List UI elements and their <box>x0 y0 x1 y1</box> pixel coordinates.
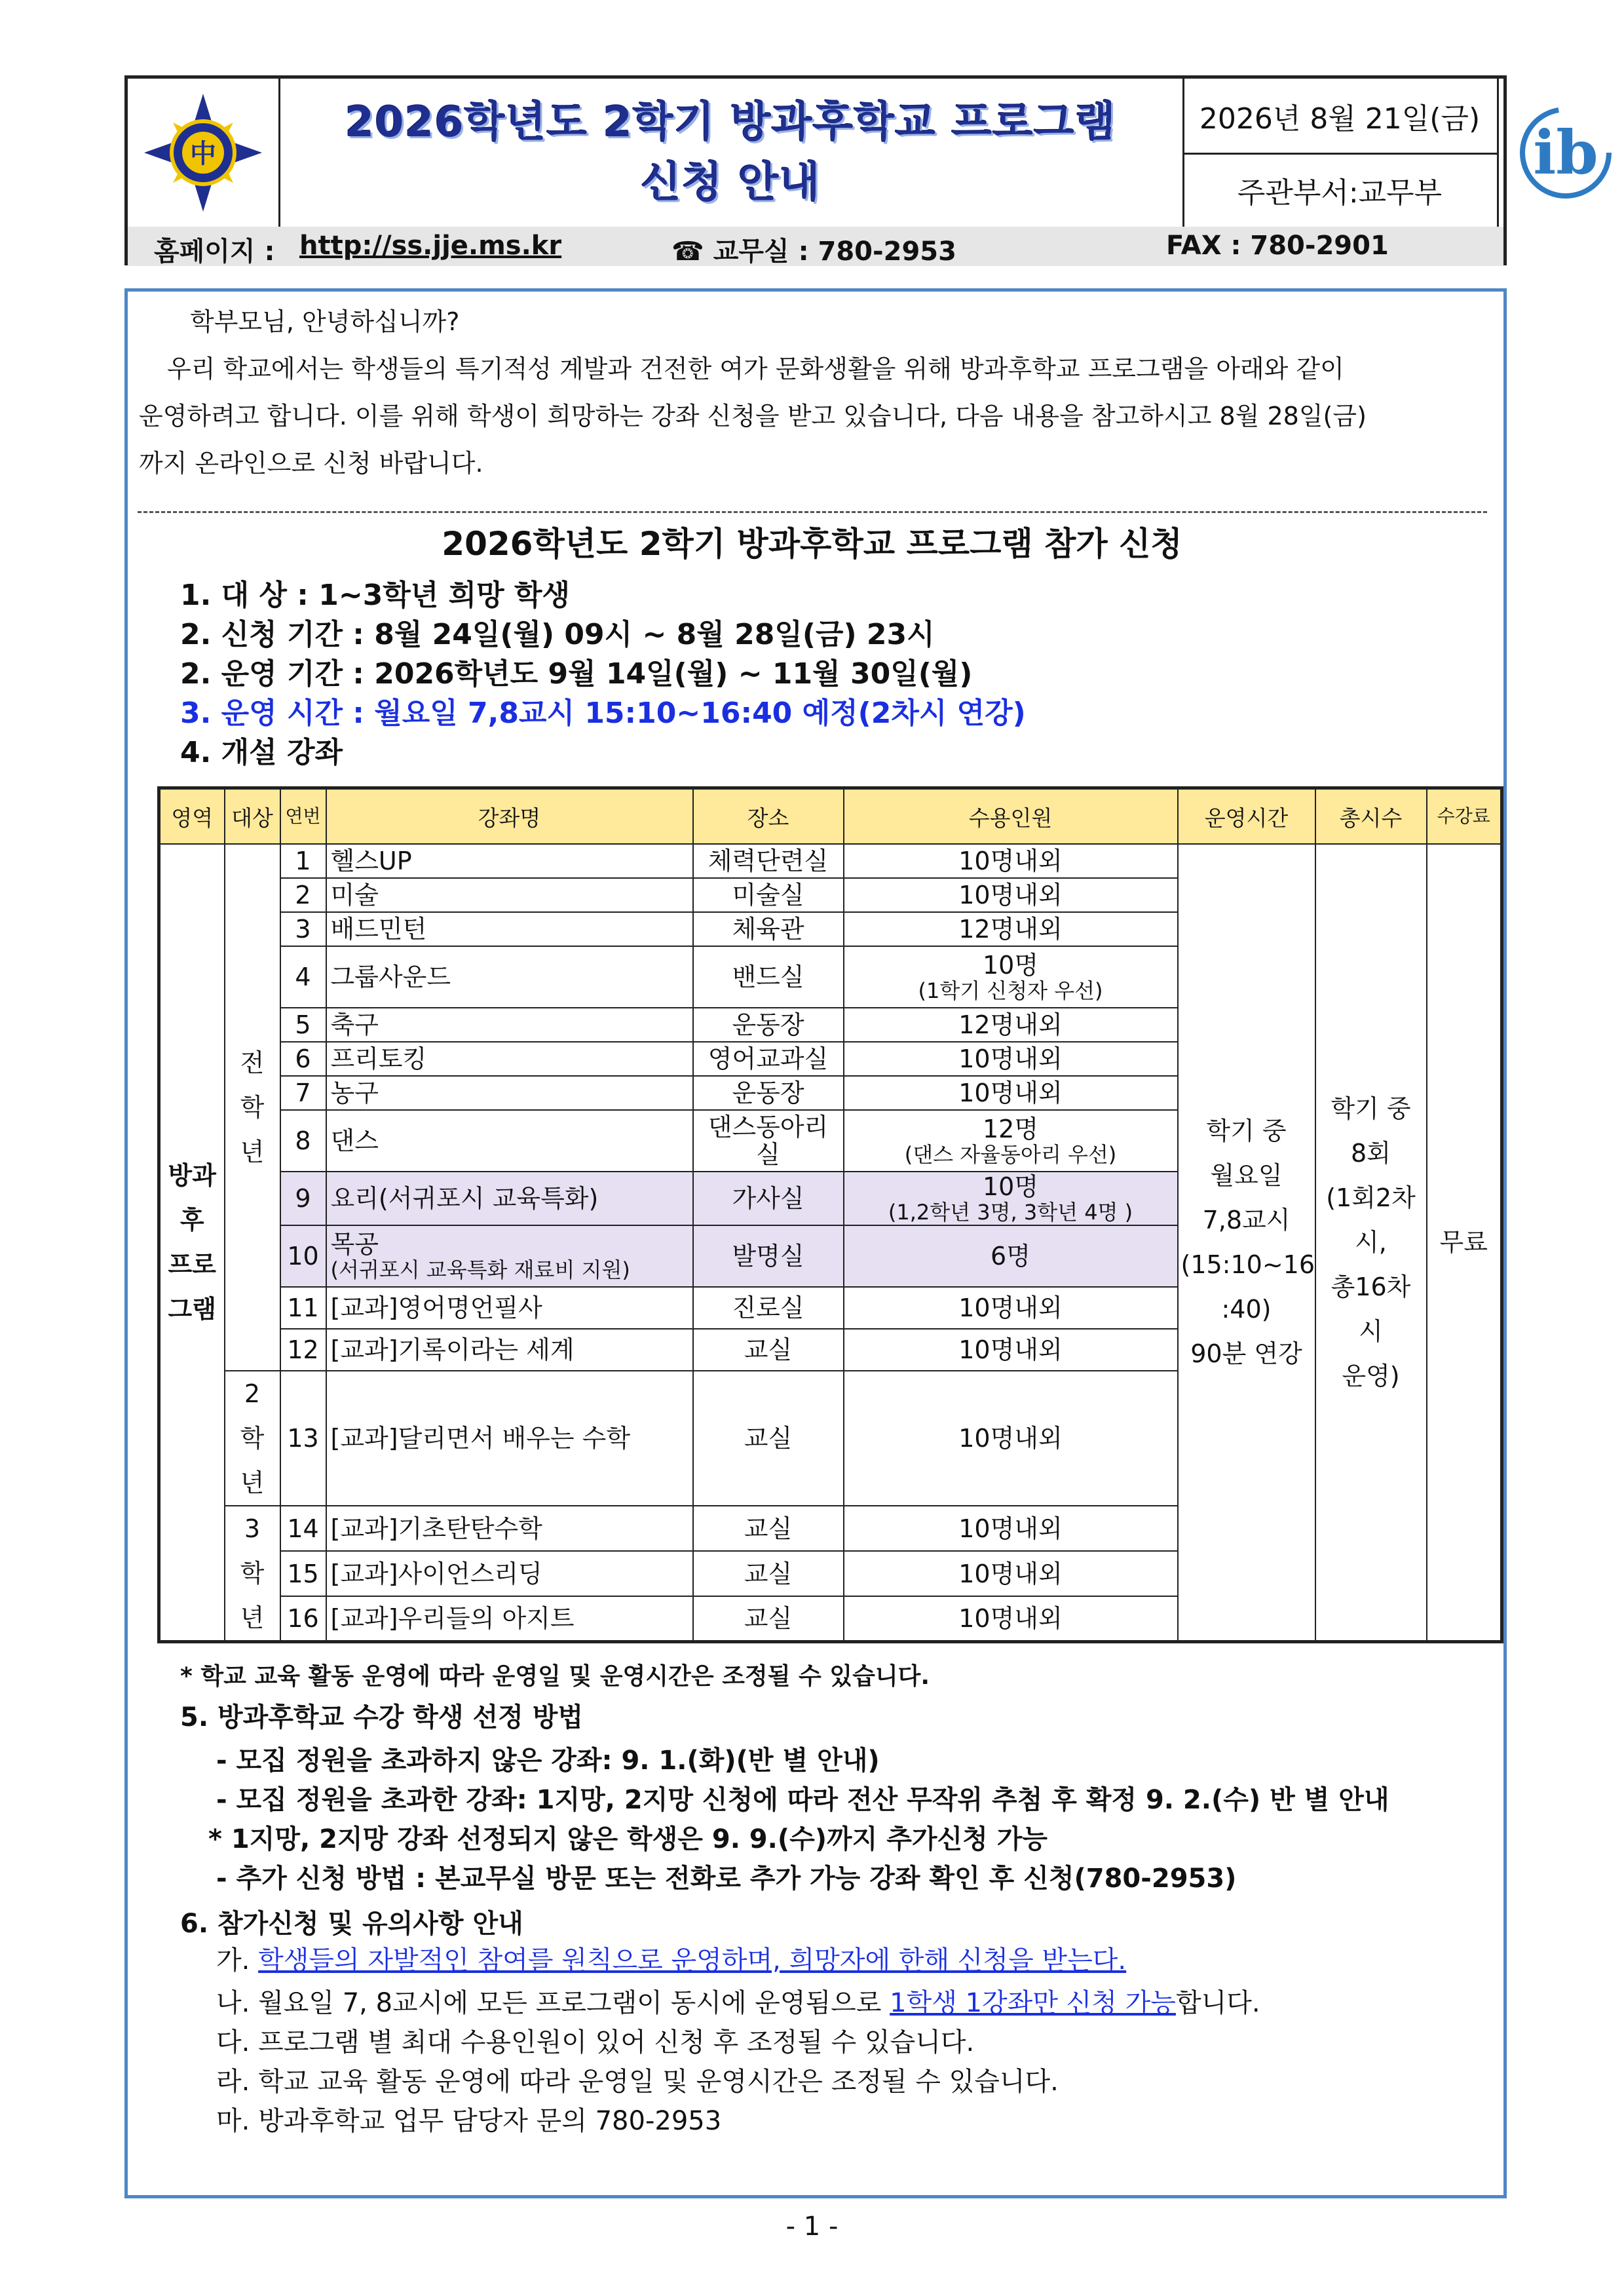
row-no: 13 <box>280 1371 326 1506</box>
item-apply-period: 2. 신청 기간 : 8월 24일(월) 09시 ~ 8월 28일(금) 23시 <box>180 618 935 651</box>
course-name: 배드민턴 <box>326 912 693 946</box>
department: 주관부서:교무부 <box>1237 176 1443 210</box>
document-title <box>278 79 1184 227</box>
intro-line-1: 우리 학교에서는 학생들의 특기적성 계발과 건전한 여가 문화생활을 위해 방과후학교 프로그램을 아래와 같이 <box>167 354 1344 383</box>
document-date: 2026년 8월 21일(금) <box>1182 79 1497 155</box>
header-area: 영역 <box>159 788 225 845</box>
title-line-1: 2026학년도 2학기 방과후학교 프로그램 <box>345 98 1116 147</box>
fee-cell: 무료 <box>1427 844 1502 1642</box>
selection-rule-b: - 모집 정원을 초과한 강좌: 1지망, 2지망 신청에 따라 전산 무작위 추첨 후 확정 9. 2.(수) 반 별 안내 <box>216 1785 1389 1815</box>
course-capacity: 10명내외 <box>844 1596 1178 1641</box>
course-capacity: 6명 <box>844 1225 1178 1287</box>
selection-rule-c: * 1지망, 2지망 강좌 선정되지 않은 학생은 9. 9.(수)까지 추가신청 가능 <box>208 1824 1048 1854</box>
header-fee: 수강료 <box>1427 788 1502 845</box>
notice-ra: 라. 학교 교육 활동 운영에 따라 운영일 및 운영시간은 조정될 수 있습니다. <box>216 2067 1059 2097</box>
course-capacity: 12명내외 <box>844 912 1178 946</box>
course-capacity: 10명내외 <box>844 1506 1178 1551</box>
course-capacity: 10명내외 <box>844 1076 1178 1110</box>
section-5-title: 5. 방과후학교 수강 학생 선정 방법 <box>180 1702 583 1732</box>
row-no: 12 <box>280 1329 326 1371</box>
target-grade-2: 2 학 년 <box>225 1371 280 1506</box>
course-place: 운동장 <box>693 1076 844 1110</box>
notice-da: 다. 프로그램 별 최대 수용인원이 있어 신청 후 조정될 수 있습니다. <box>216 2027 975 2057</box>
header-total: 총시수 <box>1315 788 1427 845</box>
target-all-grades: 전 학 년 <box>225 844 280 1371</box>
course-name: [교과]기록이라는 세계 <box>326 1329 693 1371</box>
svg-text:ib: ib <box>1533 117 1598 188</box>
course-name: 프리토킹 <box>326 1042 693 1076</box>
area-cell: 방과 후 프로 그램 <box>159 844 225 1642</box>
course-place: 교실 <box>693 1371 844 1506</box>
course-place: 진로실 <box>693 1287 844 1329</box>
row-no: 8 <box>280 1110 326 1172</box>
notice-na: 나. 월요일 7, 8교시에 모든 프로그램이 동시에 운영됨으로 1학생 1강좌만 신청 가능합니다. <box>216 1988 1260 2018</box>
course-capacity: 10명내외 <box>844 878 1178 912</box>
row-no: 5 <box>280 1008 326 1042</box>
course-name: 그룹사운드 <box>326 946 693 1008</box>
row-no: 15 <box>280 1551 326 1596</box>
greeting: 학부모님, 안녕하십니까? <box>190 307 460 336</box>
course-capacity: 10명 (1,2학년 3명, 3학년 4명 ) <box>844 1172 1178 1225</box>
ib-logo-icon <box>1497 79 1624 227</box>
target-grade-3: 3 학 년 <box>225 1506 280 1642</box>
item-courses: 4. 개설 강좌 <box>180 736 343 769</box>
item-run-time: 3. 운영 시간 : 월요일 7,8교시 15:10~16:40 예정(2차시 연강) <box>180 697 1026 730</box>
document-header <box>124 75 1598 267</box>
course-place: 체력단련실 <box>693 844 844 878</box>
course-place: 운동장 <box>693 1008 844 1042</box>
row-no: 9 <box>280 1172 326 1225</box>
course-name: 축구 <box>326 1008 693 1042</box>
dashed-divider <box>138 511 1487 513</box>
header-no: 연번 <box>280 788 326 845</box>
course-name: [교과]영어명언필사 <box>326 1287 693 1329</box>
fax-number: FAX : 780-2901 <box>1166 231 1389 261</box>
intro-line-2: 운영하려고 합니다. 이를 위해 학생이 희망하는 강좌 신청을 받고 있습니다, 다음 내용을 참고하시고 8월 28일(금) <box>139 402 1367 430</box>
course-name: 댄스 <box>326 1110 693 1172</box>
item-run-period: 2. 운영 기간 : 2026학년도 9월 14일(월) ~ 11월 30일(월) <box>180 657 973 691</box>
header-name: 강좌명 <box>326 788 693 845</box>
course-name: 농구 <box>326 1076 693 1110</box>
notice-na-emphasis: 1학생 1강좌만 신청 가능 <box>890 1988 1176 2018</box>
course-name: [교과]달리면서 배우는 수학 <box>326 1371 693 1506</box>
course-capacity: 12명내외 <box>844 1008 1178 1042</box>
item-target: 1. 대 상 : 1~3학년 희망 학생 <box>180 579 570 612</box>
contact-bar <box>128 227 1503 266</box>
selection-rule-a: - 모집 정원을 초과하지 않은 강좌: 9. 1.(화)(반 별 안내) <box>216 1746 880 1776</box>
section-6-title: 6. 참가신청 및 유의사항 안내 <box>180 1909 523 1939</box>
row-no: 7 <box>280 1076 326 1110</box>
course-place: 댄스동아리실 <box>693 1110 844 1172</box>
notice-ga-emphasis: 학생들의 자발적인 참여를 원칙으로 운영하며, 희망자에 한해 신청을 받는다. <box>258 1945 1127 1976</box>
homepage-label: 홈페이지 : <box>154 237 275 267</box>
course-capacity: 10명내외 <box>844 1371 1178 1506</box>
row-no: 6 <box>280 1042 326 1076</box>
notice-ga: 가. 학생들의 자발적인 참여를 원칙으로 운영하며, 희망자에 한해 신청을 받는다. <box>216 1945 1127 1976</box>
course-name: 헬스UP <box>326 844 693 878</box>
course-name: [교과]사이언스리딩 <box>326 1551 693 1596</box>
course-place: 교실 <box>693 1596 844 1641</box>
course-capacity: 10명내외 <box>844 844 1178 878</box>
course-table <box>157 786 1503 1643</box>
office-phone: ☎ 교무실 : 780-2953 <box>671 237 956 267</box>
row-no: 16 <box>280 1596 326 1641</box>
header-target: 대상 <box>225 788 280 845</box>
course-place: 영어교과실 <box>693 1042 844 1076</box>
table-row <box>159 844 1502 878</box>
title-line-2: 신청 안내 <box>640 159 821 207</box>
course-capacity: 10명내외 <box>844 1551 1178 1596</box>
course-place: 교실 <box>693 1506 844 1551</box>
header-time: 운영시간 <box>1178 788 1315 845</box>
course-capacity: 10명내외 <box>844 1042 1178 1076</box>
svg-text:中: 中 <box>190 139 216 169</box>
selection-rule-d: - 추가 신청 방법 : 본교무실 방문 또는 전화로 추가 가능 강좌 확인 후 신청(780-2953) <box>216 1864 1237 1894</box>
course-place: 미술실 <box>693 878 844 912</box>
course-name: 목공 (서귀포시 교육특화 재료비 지원) <box>326 1225 693 1287</box>
course-capacity: 10명내외 <box>844 1329 1178 1371</box>
intro-line-3: 까지 온라인으로 신청 바랍니다. <box>139 449 483 478</box>
header-place: 장소 <box>693 788 844 845</box>
time-cell: 학기 중 월요일 7,8교시 (15:10~16 :40) 90분 연강 <box>1178 844 1315 1642</box>
header-capacity: 수용인원 <box>844 788 1178 845</box>
notice-ma: 마. 방과후학교 업무 담당자 문의 780-2953 <box>216 2106 722 2136</box>
section-title: 2026학년도 2학기 방과후학교 프로그램 참가 신청 <box>442 525 1182 563</box>
course-place: 교실 <box>693 1329 844 1371</box>
adjust-note: * 학교 교육 활동 운영에 따라 운영일 및 운영시간은 조정될 수 있습니다. <box>180 1663 930 1690</box>
course-capacity: 10명내외 <box>844 1287 1178 1329</box>
course-capacity: 12명 (댄스 자율동아리 우선) <box>844 1110 1178 1172</box>
row-no: 14 <box>280 1506 326 1551</box>
course-capacity: 10명 (1학기 신청자 우선) <box>844 946 1178 1008</box>
course-name: [교과]우리들의 아지트 <box>326 1596 693 1641</box>
page-number: - 1 - <box>785 2211 839 2242</box>
table-header-row <box>159 788 1502 845</box>
row-no: 1 <box>280 844 326 878</box>
row-no: 10 <box>280 1225 326 1287</box>
course-name: [교과]기초탄탄수학 <box>326 1506 693 1551</box>
header-info <box>1182 79 1499 227</box>
course-name: 요리(서귀포시 교육특화) <box>326 1172 693 1225</box>
row-no: 11 <box>280 1287 326 1329</box>
course-place: 체육관 <box>693 912 844 946</box>
course-place: 교실 <box>693 1551 844 1596</box>
course-name: 미술 <box>326 878 693 912</box>
course-place: 발명실 <box>693 1225 844 1287</box>
row-no: 4 <box>280 946 326 1008</box>
school-emblem-icon <box>128 79 280 227</box>
header-top-row <box>128 79 1598 229</box>
total-cell: 학기 중 8회 (1회2차 시, 총16차 시 운영) <box>1315 844 1427 1642</box>
course-place: 밴드실 <box>693 946 844 1008</box>
row-no: 2 <box>280 878 326 912</box>
homepage-link[interactable]: http://ss.jje.ms.kr <box>299 231 562 261</box>
course-place: 가사실 <box>693 1172 844 1225</box>
row-no: 3 <box>280 912 326 946</box>
